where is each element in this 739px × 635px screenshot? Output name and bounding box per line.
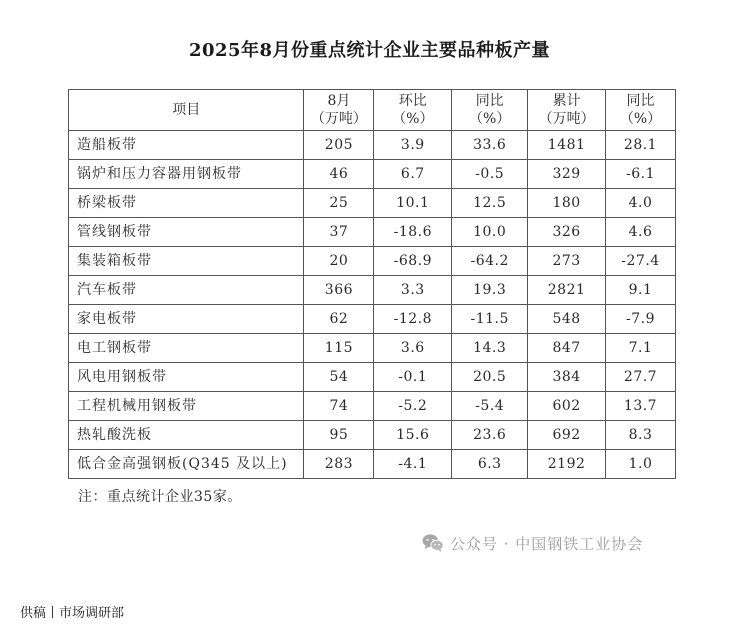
cell-cumulative-yoy: 4.0 [606, 189, 676, 218]
cell-yoy: 10.0 [452, 218, 528, 247]
header-cumulative: 累计 （万吨） [528, 90, 606, 131]
cell-aug-output: 95 [304, 421, 374, 450]
header-cumulative-yoy: 同比 （%） [606, 90, 676, 131]
table-row [69, 334, 676, 363]
cell-cumulative: 692 [528, 421, 606, 450]
cell-mom: -12.8 [374, 305, 452, 334]
watermark [422, 531, 643, 555]
cell-item-name: 低合金高强钢板(Q345 及以上) [69, 450, 304, 479]
cell-mom: -18.6 [374, 218, 452, 247]
cell-yoy: -5.4 [452, 392, 528, 421]
cell-cumulative: 2192 [528, 450, 606, 479]
cell-yoy: 14.3 [452, 334, 528, 363]
table-note: 注：重点统计企业35家。 [78, 489, 242, 505]
table-row [69, 189, 676, 218]
table-row [69, 421, 676, 450]
cell-cumulative-yoy: -6.1 [606, 160, 676, 189]
table-header [69, 90, 676, 131]
cell-yoy: 33.6 [452, 131, 528, 160]
table-row [69, 247, 676, 276]
cell-item-name: 集装箱板带 [69, 247, 304, 276]
cell-yoy: 19.3 [452, 276, 528, 305]
header-aug-output: 8月 （万吨） [304, 90, 374, 131]
footer-credit: 供稿丨市场调研部 [20, 606, 125, 621]
cell-aug-output: 20 [304, 247, 374, 276]
cell-item-name: 热轧酸洗板 [69, 421, 304, 450]
cell-cumulative: 847 [528, 334, 606, 363]
cell-cumulative: 180 [528, 189, 606, 218]
cell-cumulative-yoy: -27.4 [606, 247, 676, 276]
table-row [69, 218, 676, 247]
wechat-icon [422, 533, 444, 553]
cell-mom: 3.9 [374, 131, 452, 160]
cell-cumulative-yoy: 9.1 [606, 276, 676, 305]
production-table [68, 89, 676, 479]
cell-item-name: 管线钢板带 [69, 218, 304, 247]
table-row [69, 276, 676, 305]
table-row [69, 450, 676, 479]
cell-aug-output: 46 [304, 160, 374, 189]
cell-yoy: 23.6 [452, 421, 528, 450]
page-title: 2025年8月份重点统计企业主要品种板产量 [188, 40, 551, 61]
cell-yoy: 12.5 [452, 189, 528, 218]
cell-cumulative: 329 [528, 160, 606, 189]
cell-cumulative-yoy: 1.0 [606, 450, 676, 479]
cell-aug-output: 74 [304, 392, 374, 421]
cell-aug-output: 115 [304, 334, 374, 363]
cell-cumulative-yoy: 27.7 [606, 363, 676, 392]
cell-cumulative-yoy: 28.1 [606, 131, 676, 160]
table-row [69, 392, 676, 421]
table-body [69, 131, 676, 479]
cell-item-name: 锅炉和压力容器用钢板带 [69, 160, 304, 189]
header-mom: 环比 （%） [374, 90, 452, 131]
watermark-text: 公众号 · 中国钢铁工业协会 [450, 534, 644, 553]
cell-mom: -4.1 [374, 450, 452, 479]
cell-mom: 10.1 [374, 189, 452, 218]
cell-aug-output: 62 [304, 305, 374, 334]
header-yoy: 同比 （%） [452, 90, 528, 131]
cell-aug-output: 54 [304, 363, 374, 392]
cell-mom: -68.9 [374, 247, 452, 276]
cell-cumulative-yoy: 4.6 [606, 218, 676, 247]
cell-yoy: 20.5 [452, 363, 528, 392]
cell-item-name: 电工钢板带 [69, 334, 304, 363]
cell-yoy: -0.5 [452, 160, 528, 189]
table-row [69, 160, 676, 189]
table-row [69, 131, 676, 160]
cell-item-name: 工程机械用钢板带 [69, 392, 304, 421]
cell-mom: 6.7 [374, 160, 452, 189]
cell-mom: -5.2 [374, 392, 452, 421]
header-row [69, 90, 676, 131]
table-row [69, 305, 676, 334]
cell-aug-output: 37 [304, 218, 374, 247]
cell-cumulative-yoy: 13.7 [606, 392, 676, 421]
cell-item-name: 风电用钢板带 [69, 363, 304, 392]
cell-cumulative-yoy: 7.1 [606, 334, 676, 363]
cell-cumulative: 326 [528, 218, 606, 247]
cell-cumulative: 384 [528, 363, 606, 392]
cell-aug-output: 366 [304, 276, 374, 305]
cell-cumulative: 2821 [528, 276, 606, 305]
cell-aug-output: 25 [304, 189, 374, 218]
cell-mom: 15.6 [374, 421, 452, 450]
cell-cumulative: 1481 [528, 131, 606, 160]
header-item: 项目 [69, 90, 304, 131]
cell-item-name: 造船板带 [69, 131, 304, 160]
cell-item-name: 汽车板带 [69, 276, 304, 305]
cell-cumulative: 548 [528, 305, 606, 334]
cell-item-name: 家电板带 [69, 305, 304, 334]
cell-yoy: -11.5 [452, 305, 528, 334]
cell-cumulative: 602 [528, 392, 606, 421]
cell-cumulative: 273 [528, 247, 606, 276]
cell-mom: -0.1 [374, 363, 452, 392]
cell-cumulative-yoy: 8.3 [606, 421, 676, 450]
cell-yoy: -64.2 [452, 247, 528, 276]
cell-item-name: 桥梁板带 [69, 189, 304, 218]
table-row [69, 363, 676, 392]
cell-mom: 3.3 [374, 276, 452, 305]
cell-aug-output: 283 [304, 450, 374, 479]
cell-yoy: 6.3 [452, 450, 528, 479]
cell-cumulative-yoy: -7.9 [606, 305, 676, 334]
cell-mom: 3.6 [374, 334, 452, 363]
cell-aug-output: 205 [304, 131, 374, 160]
